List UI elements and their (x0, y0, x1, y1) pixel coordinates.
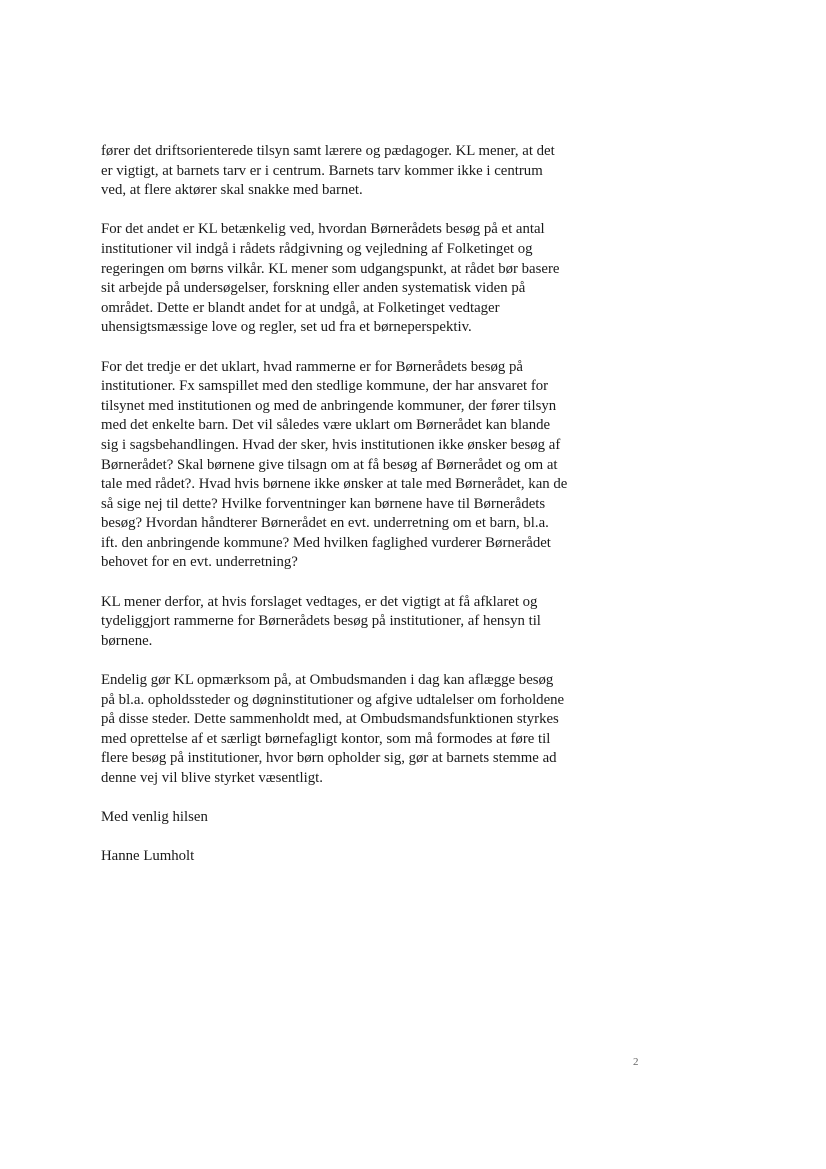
text-line: så sige nej til dette? Hvilke forventninger kan børnene have til Børnerådets (101, 495, 546, 512)
paragraph-1 (101, 142, 631, 201)
text-line: institutioner vil indgå i rådets rådgivning og vejledning af Folketinget og (101, 240, 533, 257)
text-line: KL mener derfor, at hvis forslaget vedtages, er det vigtigt at få afklaret og (101, 593, 538, 610)
text-line: ift. den anbringende kommune? Med hvilken faglighed vurderer Børnerådet (101, 534, 551, 551)
signature-name: Hanne Lumholt (101, 847, 195, 864)
text-line: på bl.a. opholdssteder og døgninstitutioner og afgive udtalelser om forholdene (101, 691, 565, 708)
text-line: regeringen om børns vilkår. KL mener som udgangspunkt, at rådet bør basere (101, 260, 560, 277)
paragraph-2 (101, 220, 631, 338)
text-line: med oprettelse af et særligt børnefagligt kontor, som må formodes at føre til (101, 730, 551, 747)
text-line: behovet for en evt. underretning? (101, 554, 298, 571)
text-line: For det tredje er det uklart, hvad rammerne er for Børnerådets besøg på (101, 358, 523, 375)
text-line: tilsynet med institutionen og med de anbringende kommuner, der fører tilsyn (101, 397, 557, 414)
text-line: Endelig gør KL opmærksom på, at Ombudsmanden i dag kan aflægge besøg (101, 672, 554, 689)
signature-block (101, 847, 631, 867)
paragraph-3 (101, 358, 631, 574)
closing-text: Med venlig hilsen (101, 809, 208, 826)
text-line: institutioner. Fx samspillet med den stedlige kommune, der har ansvaret for (101, 378, 549, 395)
text-line: tydeliggjort rammerne for Børnerådets besøg på institutioner, af hensyn til (101, 613, 541, 630)
text-line: For det andet er KL betænkelig ved, hvordan Børnerådets besøg på et antal (101, 221, 545, 238)
text-line: uhensigtsmæssige love og regler, set ud fra et børneperspektiv. (101, 319, 472, 336)
paragraph-5 (101, 671, 631, 789)
page-number: 2 (633, 1056, 639, 1068)
paragraph-4 (101, 593, 631, 652)
text-line: på disse steder. Dette sammenholdt med, at Ombudsmandsfunktionen styrkes (101, 711, 559, 728)
closing-salutation (101, 808, 631, 828)
text-line: med det enkelte barn. Det vil således være uklart om Børnerådet kan blande (101, 417, 551, 434)
document-body (101, 142, 631, 885)
text-line: sig i sagsbehandlingen. Hvad der sker, hvis institutionen ikke ønsker besøg af (101, 436, 561, 453)
text-line: besøg? Hvordan håndterer Børnerådet en evt. underretning om et barn, bl.a. (101, 515, 549, 532)
text-line: flere besøg på institutioner, hvor børn opholder sig, gør at barnets stemme ad (101, 750, 557, 767)
text-line: tale med rådet?. Hvad hvis børnene ikke ønsker at tale med Børnerådet, kan de (101, 476, 568, 493)
text-line: sit arbejde på undersøgelser, forskning eller anden systematisk viden på (101, 280, 526, 297)
text-line: Børnerådet? Skal børnene give tilsagn om at få besøg af Børnerådet og om at (101, 456, 558, 473)
text-line: området. Dette er blandt andet for at undgå, at Folketinget vedtager (101, 299, 500, 316)
text-line: ved, at flere aktører skal snakke med barnet. (101, 182, 363, 199)
text-line: er vigtigt, at barnets tarv er i centrum. Barnets tarv kommer ikke i centrum (101, 162, 543, 179)
text-line: denne vej vil blive styrket væsentligt. (101, 770, 323, 786)
text-line: børnene. (101, 632, 153, 649)
text-line: fører det driftsorienterede tilsyn samt lærere og pædagoger. KL mener, at det (101, 143, 555, 159)
